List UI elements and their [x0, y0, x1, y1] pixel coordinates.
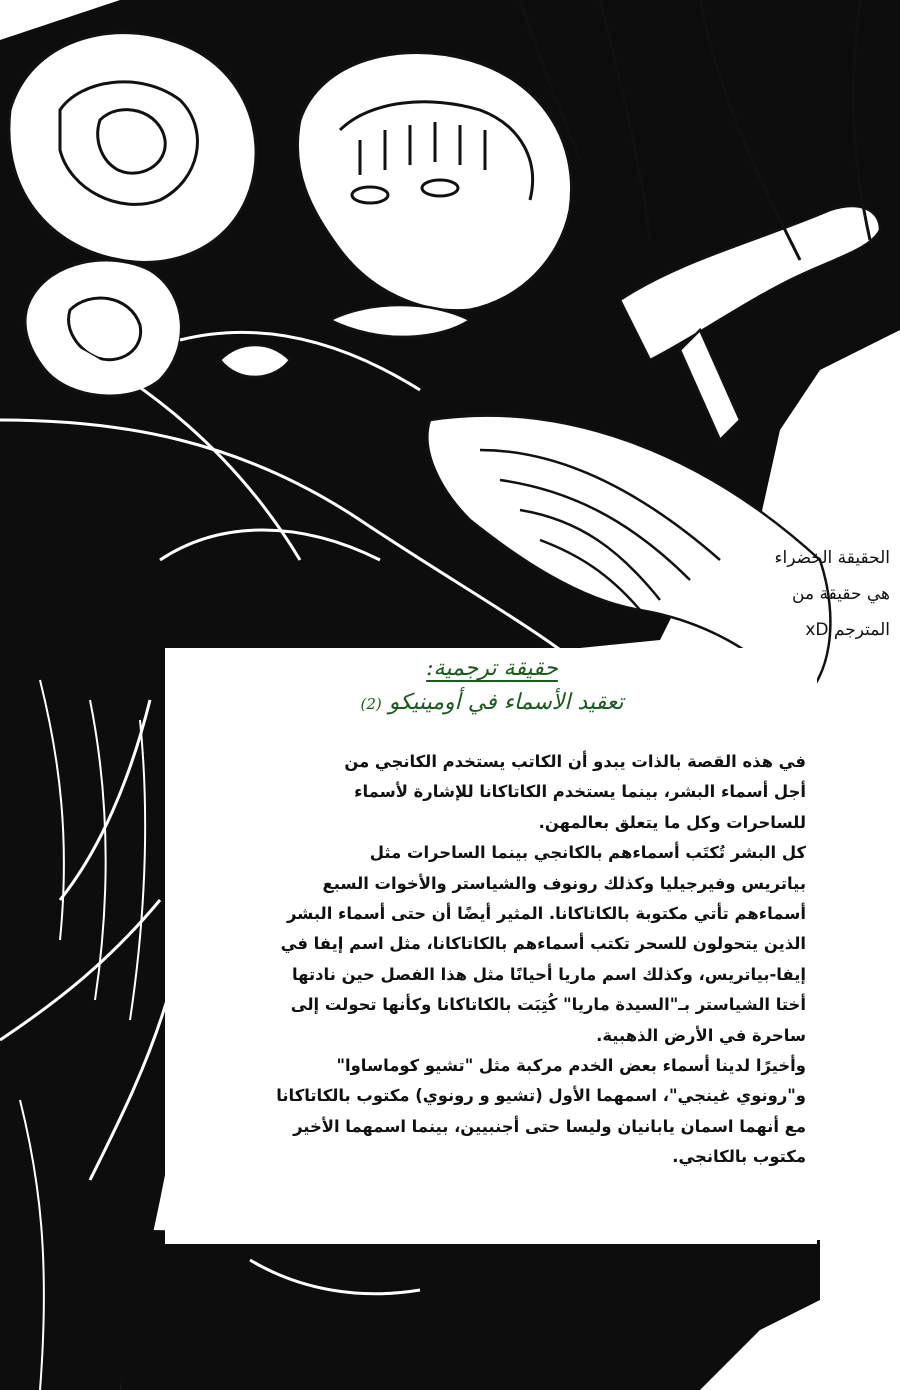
- note-line: وأخيرًا لدينا أسماء بعض الخدم مركبة مثل "تشيو كوماساوا": [336, 1055, 806, 1075]
- note-subheading-number: (2): [360, 695, 382, 713]
- note-line: للساحرات وكل ما يتعلق بعالمهن.: [538, 812, 806, 832]
- note-line: أسماءهم تأتي مكتوبة بالكاتاكانا. المثير أيضًا أن حتى أسماء البشر: [286, 903, 806, 923]
- note-heading: حقيقة ترجمية:: [426, 656, 558, 681]
- note-line: أجل أسماء البشر، بينما يستخدم الكاتاكانا للإشارة لأسماء: [354, 782, 806, 802]
- note-line: مع أنهما اسمان يابانيان وليسا حتى أجنبيين، بينما اسمهما الأخير: [293, 1116, 806, 1136]
- note-line: كل البشر تُكتَب أسماءهم بالكانجي بينما الساحرات مثل: [369, 843, 806, 863]
- note-line: إيفا-بياتريس، وكذلك اسم ماريا أحيانًا مثل هذا الفصل حين نادتها: [292, 964, 806, 984]
- side-note-line: المترجم xD: [805, 620, 890, 640]
- note-line: و"رونوي غينجي"، اسمهما الأول (تشيو و رونوي) مكتوب بالكاتاكانا: [276, 1086, 806, 1106]
- note-line: في هذه القصة بالذات يبدو أن الكاتب يستخدم الكانجي من: [344, 752, 806, 771]
- translator-side-note: [690, 540, 890, 648]
- note-subheading: [178, 686, 806, 721]
- note-line: أختا الشياستر بـ"السيدة ماريا" كُتِبَت بالكاتاكانا وكأنها تحولت إلى: [290, 995, 806, 1015]
- note-line: ساحرة في الأرض الذهبية.: [596, 1025, 806, 1045]
- note-body: [178, 747, 806, 1172]
- translation-note-panel: [172, 652, 812, 1240]
- note-subheading-text: تعقيد الأسماء في أومينيكو: [388, 690, 624, 715]
- note-line: مكتوب بالكانجي.: [672, 1147, 806, 1167]
- note-line: الذين يتحولون للسحر تكتب أسماءهم بالكاتاكانا، مثل اسم إيفا في: [280, 934, 806, 954]
- side-note-line: الحقيقة الخضراء: [774, 548, 890, 568]
- side-note-line: هي حقيقة من: [792, 584, 890, 604]
- note-line: بياتريس وفيرجيليا وكذلك رونوف والشياستر والأخوات السبع: [322, 873, 806, 893]
